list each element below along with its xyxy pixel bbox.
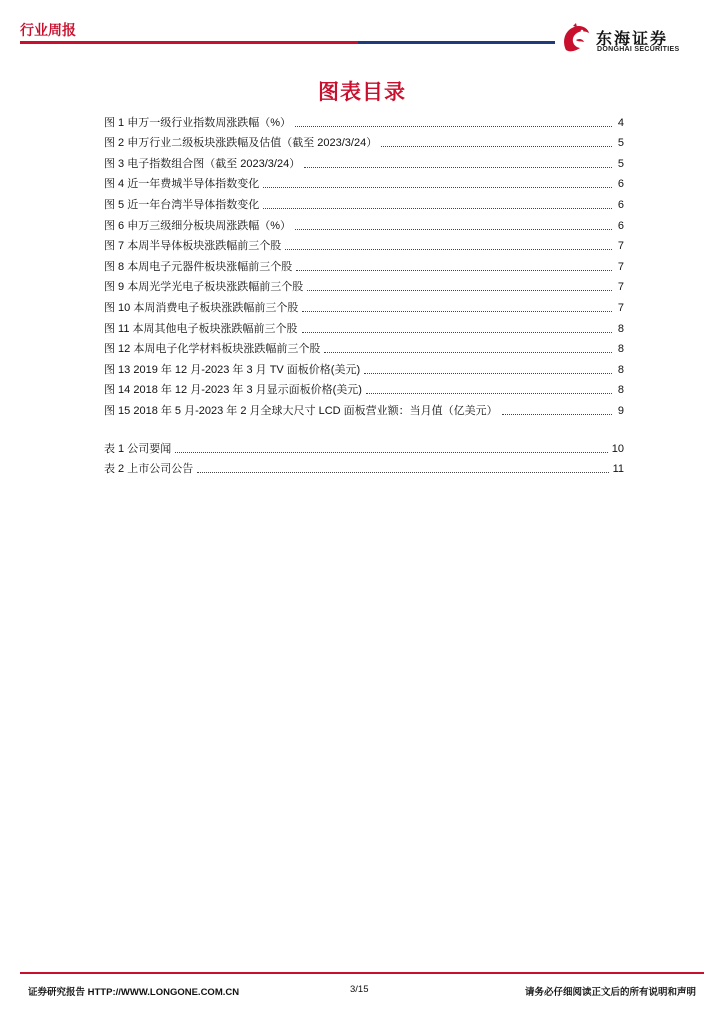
dot-leader [175,452,608,453]
table-list [104,435,624,476]
toc-entry-figure-9[interactable] [104,274,624,295]
toc-entry-figure-7[interactable] [104,233,624,254]
toc-entry-page: 11 [612,463,624,476]
toc-entry-label: 图 1 申万一级行业指数周涨跌幅（%） [104,116,292,129]
footer-website: 证券研究报告 HTTP://WWW.LONGONE.COM.CN [28,987,240,998]
toc-entry-label: 图 14 2018 年 12 月-2023 年 3 月显示面板价格(美元) [104,384,362,397]
dot-leader [285,249,612,250]
dragon-logo-icon [560,22,592,56]
toc-entry-page: 8 [617,363,624,376]
toc-entry-page: 6 [617,219,624,232]
toc-entry-figure-10[interactable] [104,294,624,315]
header-divider-blue [358,41,555,44]
toc-entry-figure-3[interactable] [104,150,624,171]
report-type-label: 行业周报 [20,22,76,38]
toc-entry-table-1[interactable] [104,435,624,456]
dot-leader [197,472,608,473]
toc-entry-page: 8 [617,322,624,335]
toc-entry-page: 6 [617,198,624,211]
toc-entry-label: 图 7 本周半导体板块涨跌幅前三个股 [104,240,282,253]
toc-entry-page: 8 [617,343,624,356]
dot-leader [263,187,612,188]
dot-leader [502,414,612,415]
dot-leader [307,290,612,291]
toc-entry-label: 图 9 本周光学光电子板块涨跌幅前三个股 [104,281,304,294]
dot-leader [304,167,612,168]
toc-entry-page: 7 [617,281,624,294]
toc-entry-label: 图 3 电子指数组合图（截至 2023/3/24） [104,157,301,170]
dot-leader [366,393,612,394]
dot-leader [295,229,612,230]
toc-entry-page: 4 [617,116,624,129]
toc-entry-page: 10 [611,442,624,455]
toc-entry-table-2[interactable] [104,456,624,477]
toc-entry-label: 图 12 本周电子化学材料板块涨跌幅前三个股 [104,343,321,356]
dot-leader [295,126,612,127]
toc-entry-page: 8 [617,384,624,397]
toc-entry-figure-14[interactable] [104,377,624,398]
toc-entry-label: 图 8 本周电子元器件板块涨幅前三个股 [104,260,293,273]
toc-entry-page: 5 [617,137,624,150]
toc-entry-figure-12[interactable] [104,336,624,357]
toc-entry-label: 图 5 近一年台湾半导体指数变化 [104,198,260,211]
toc-entry-page: 7 [617,301,624,314]
toc-entry-label: 图 4 近一年费城半导体指数变化 [104,178,260,191]
page-number: 3/15 [350,984,369,995]
dot-leader [263,208,612,209]
dot-leader [364,373,612,374]
toc-entry-label: 图 11 本周其他电子板块涨跌幅前三个股 [104,322,298,335]
header-divider-red [20,41,358,44]
toc-entry-label: 表 1 公司要闻 [104,442,172,455]
figure-list [104,109,624,418]
company-logo [560,22,710,58]
toc-entry-figure-11[interactable] [104,315,624,336]
toc-entry-page: 5 [617,157,624,170]
toc-entry-figure-5[interactable] [104,191,624,212]
dot-leader [324,352,612,353]
toc-entry-figure-4[interactable] [104,171,624,192]
toc-entry-label: 图 2 申万行业二级板块涨跌幅及估值（截至 2023/3/24） [104,137,378,150]
dot-leader [381,146,612,147]
dot-leader [302,311,612,312]
toc-entry-page: 9 [617,404,624,417]
dot-leader [296,270,612,271]
dot-leader [302,332,612,333]
footer-disclaimer: 请务必仔细阅读正文后的所有说明和声明 [524,987,696,998]
toc-entry-figure-1[interactable] [104,109,624,130]
toc-entry-figure-2[interactable] [104,130,624,151]
toc-entry-figure-15[interactable] [104,397,624,418]
toc-entry-label: 表 2 上市公司公告 [104,463,194,476]
toc-entry-label: 图 10 本周消费电子板块涨跌幅前三个股 [104,301,299,314]
toc-entry-page: 7 [617,260,624,273]
toc-entry-figure-6[interactable] [104,212,624,233]
toc-entry-label: 图 15 2018 年 5 月-2023 年 2 月全球大尺寸 LCD 面板营业额：当月值（亿美元） [104,404,498,417]
logo-english-name: DONGHAI SECURITIES [597,46,680,53]
toc-entry-page: 7 [617,240,624,253]
toc-entry-figure-13[interactable] [104,356,624,377]
toc-entry-label: 图 13 2019 年 12 月-2023 年 3 月 TV 面板价格(美元) [104,363,361,376]
toc-entry-figure-8[interactable] [104,253,624,274]
footer-divider [20,972,704,974]
toc-title: 图表目录 [318,81,406,104]
toc-entry-page: 6 [617,178,624,191]
toc-entry-label: 图 6 申万三级细分板块周涨跌幅（%） [104,219,292,232]
logo-chinese-name: 东海证券 [596,31,669,48]
